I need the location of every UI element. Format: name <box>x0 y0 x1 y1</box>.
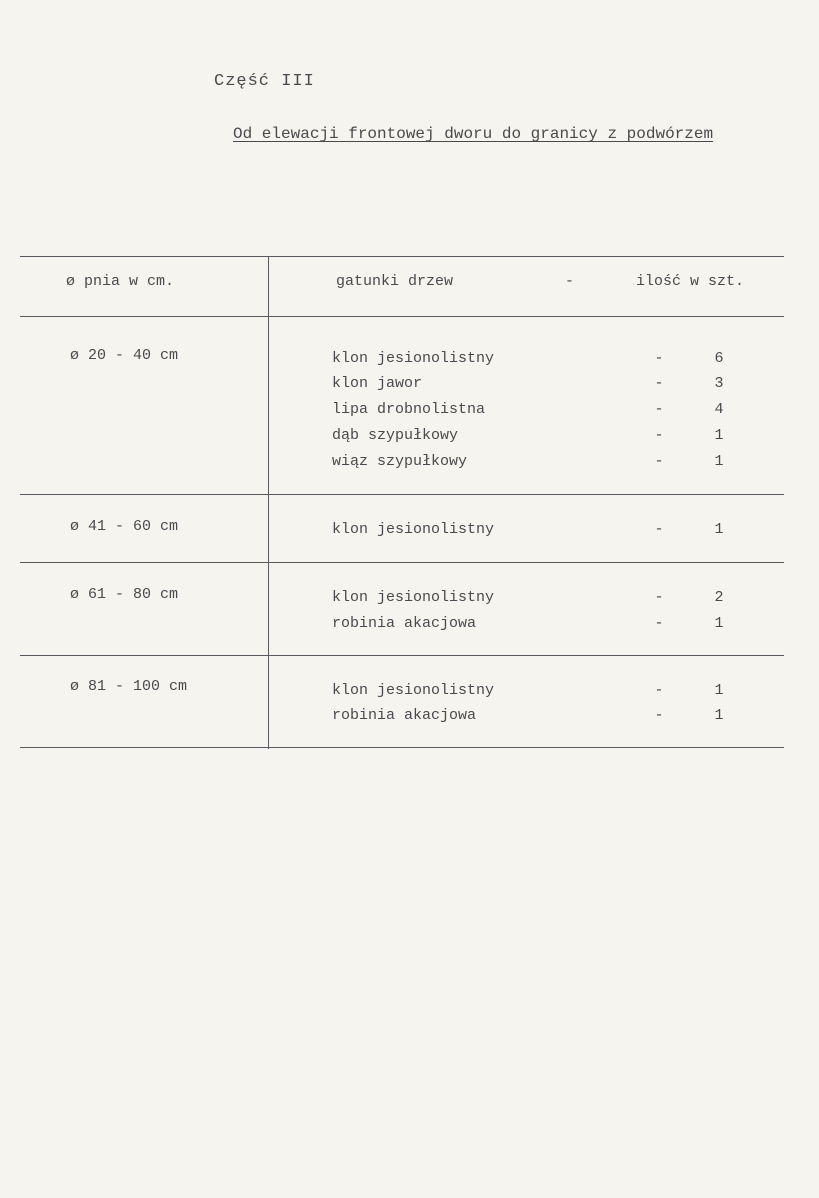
table-bottom-rule <box>20 747 784 748</box>
species-cell: robinia akacjowa <box>332 707 477 724</box>
quantity-cell: 3 <box>714 375 724 392</box>
column-header-quantity: ilość w szt. <box>636 273 745 290</box>
part-title: Część III <box>214 72 315 91</box>
species-cell: lipa drobnolistna <box>332 401 486 418</box>
quantity-cell: 4 <box>714 401 724 418</box>
quantity-cell: 1 <box>714 682 724 699</box>
column-header-diameter: ø pnia w cm. <box>66 273 175 290</box>
quantity-cell: 1 <box>714 707 724 724</box>
table-top-rule <box>20 256 784 257</box>
dash-cell: - <box>654 707 664 724</box>
dash-cell: - <box>654 375 664 392</box>
species-cell: klon jesionolistny <box>332 589 495 606</box>
species-cell: klon jesionolistny <box>332 521 495 538</box>
species-cell: klon jesionolistny <box>332 682 495 699</box>
quantity-cell: 1 <box>714 521 724 538</box>
quantity-cell: 6 <box>714 350 724 367</box>
group-diameter: ø 61 - 80 cm <box>70 586 179 603</box>
species-cell: klon jawor <box>332 375 423 392</box>
group-diameter: ø 81 - 100 cm <box>70 678 188 695</box>
species-cell: klon jesionolistny <box>332 350 495 367</box>
quantity-cell: 2 <box>714 589 724 606</box>
species-cell: wiąz szypułkowy <box>332 453 468 470</box>
dash-cell: - <box>654 401 664 418</box>
group-diameter: ø 41 - 60 cm <box>70 518 179 535</box>
column-header-dash: - <box>565 273 575 290</box>
column-divider <box>268 257 269 749</box>
header-bottom-rule <box>20 316 784 317</box>
quantity-cell: 1 <box>714 427 724 444</box>
dash-cell: - <box>654 427 664 444</box>
group-diameter: ø 20 - 40 cm <box>70 347 179 364</box>
column-header-species: gatunki drzew <box>336 273 454 290</box>
quantity-cell: 1 <box>714 453 724 470</box>
dash-cell: - <box>654 521 664 538</box>
species-cell: dąb szypułkowy <box>332 427 459 444</box>
dash-cell: - <box>654 453 664 470</box>
dash-cell: - <box>654 589 664 606</box>
quantity-cell: 1 <box>714 615 724 632</box>
group-1-bottom-rule <box>20 494 784 495</box>
dash-cell: - <box>654 350 664 367</box>
document-subtitle: Od elewacji frontowej dworu do granicy z podwórzem <box>233 125 714 143</box>
species-cell: robinia akacjowa <box>332 615 477 632</box>
dash-cell: - <box>654 615 664 632</box>
group-3-bottom-rule <box>20 655 784 656</box>
group-2-bottom-rule <box>20 562 784 563</box>
dash-cell: - <box>654 682 664 699</box>
